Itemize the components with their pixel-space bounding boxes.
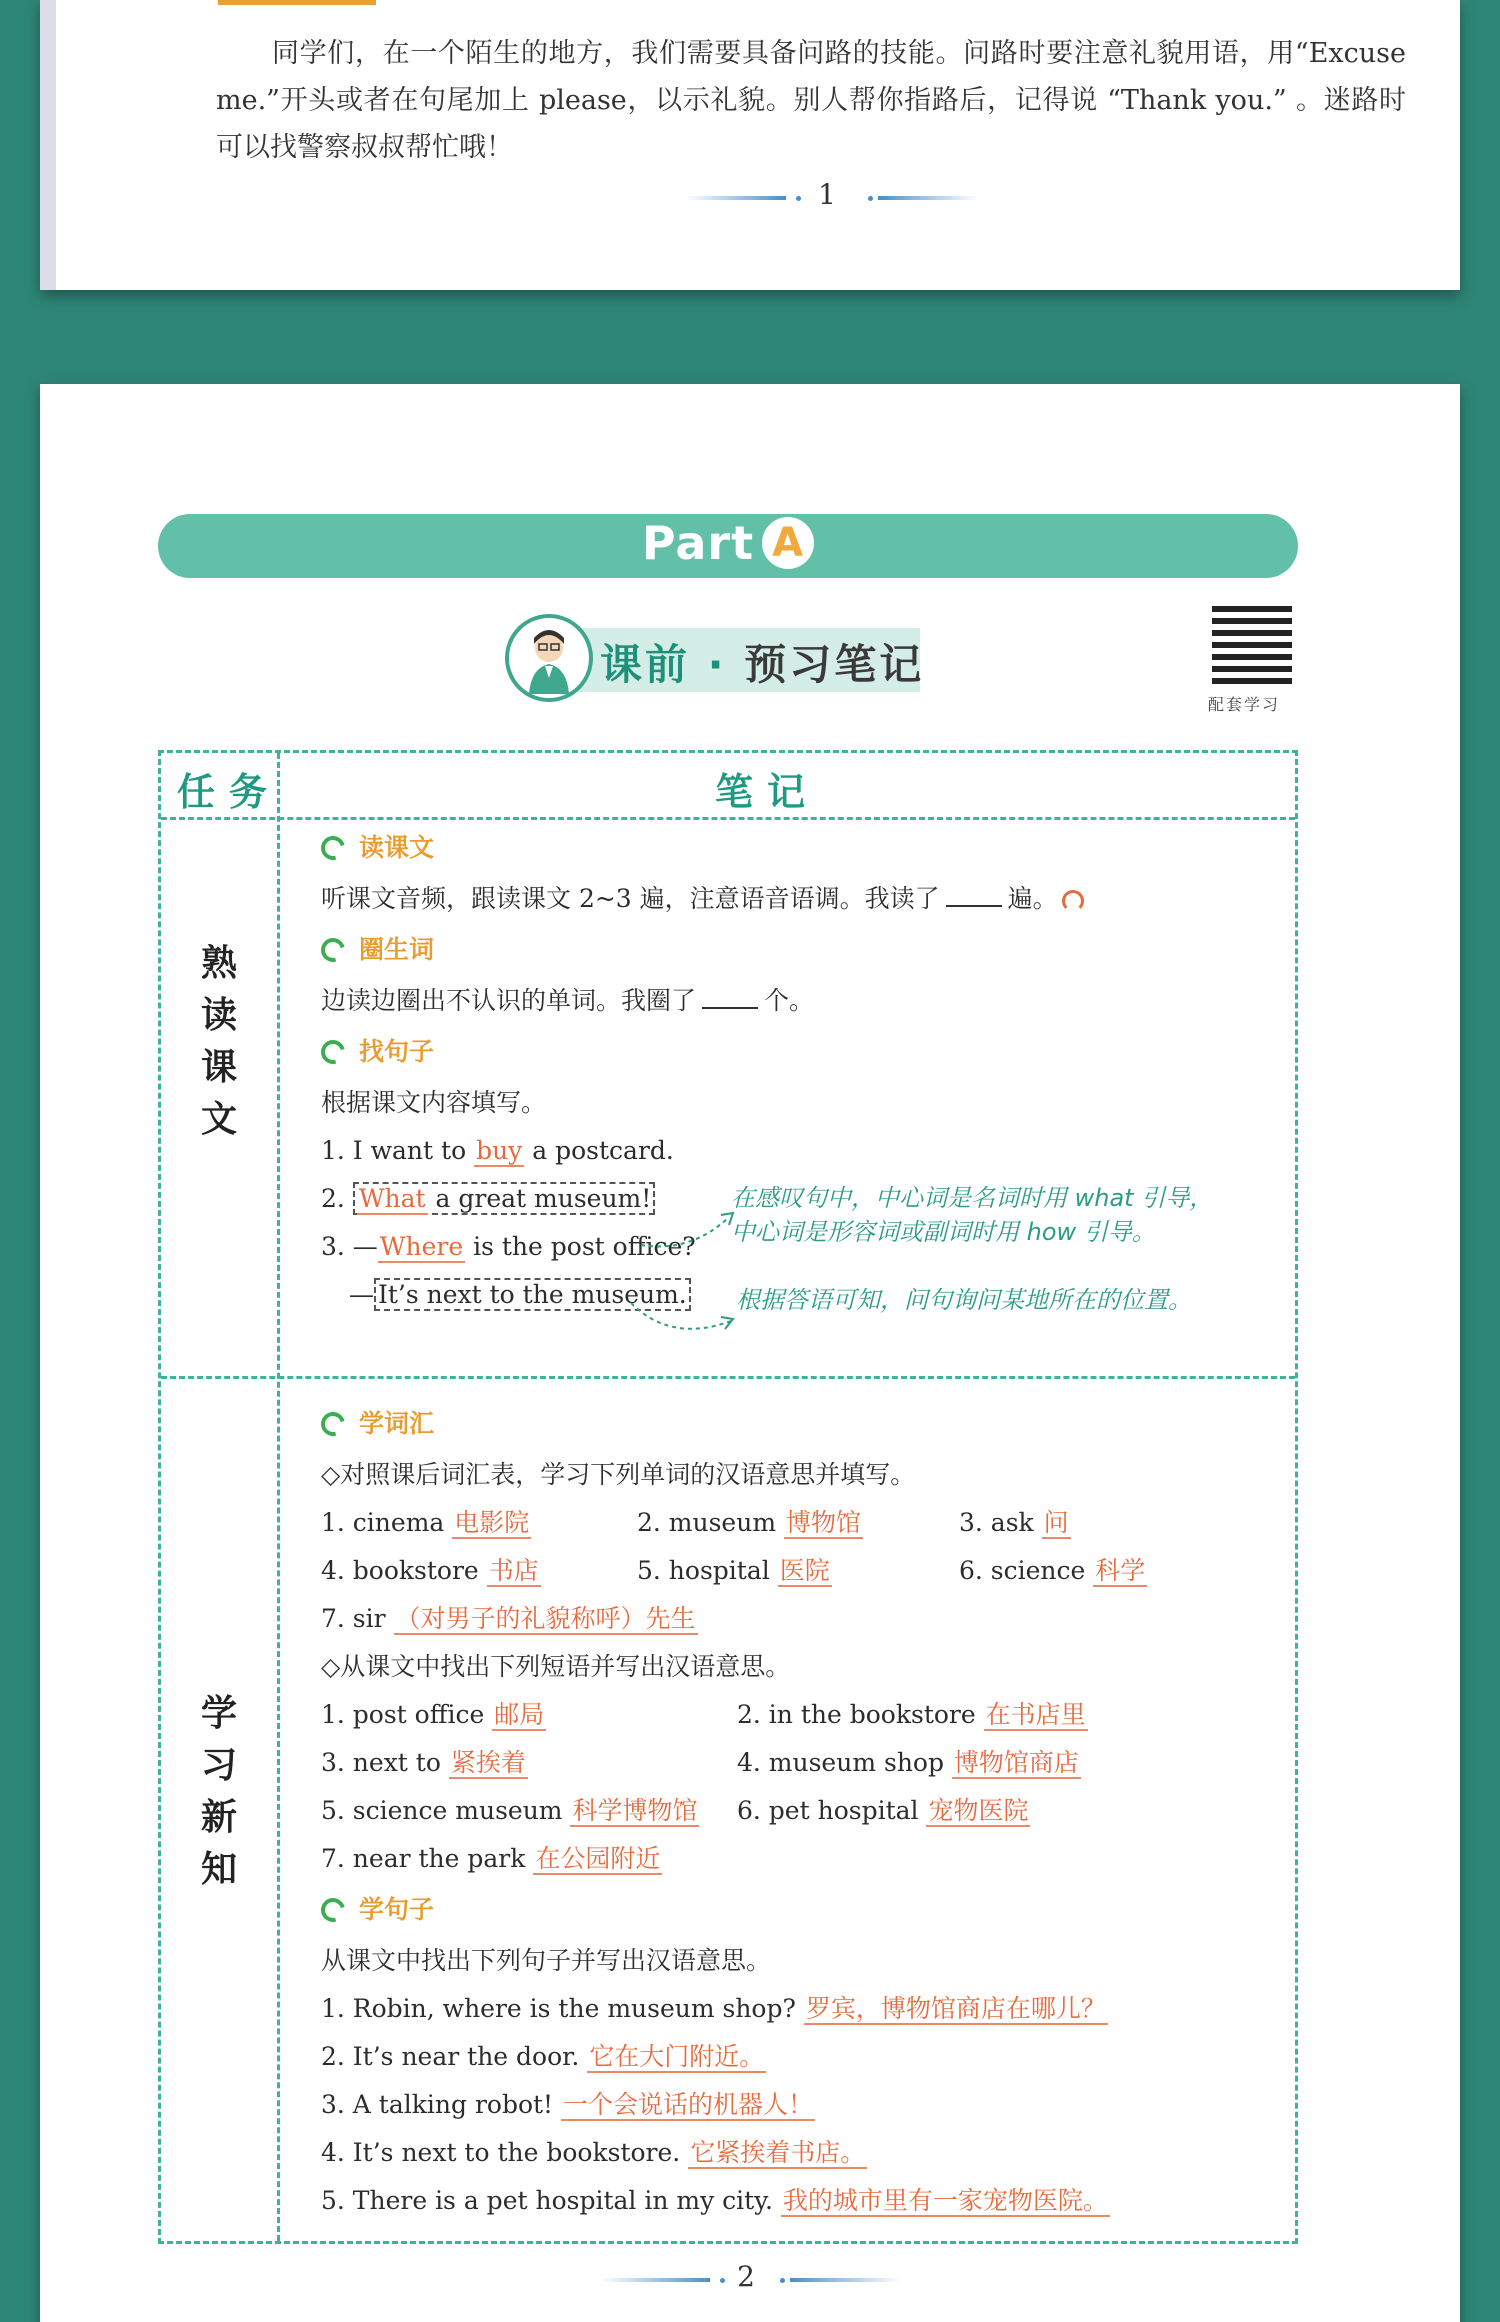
phrase: 3. next to [321,1748,449,1777]
find-sentences-instruction: 根据课文内容填写。 [321,1088,547,1117]
sentence-item [321,2129,1281,2177]
answer: 医院 [779,1556,830,1585]
row-label-char: 熟 [200,943,237,984]
sentence-text: 2. It’s near the door. [321,2042,588,2071]
answer: 科学博物馆 [572,1796,698,1825]
refresh-icon [317,832,350,865]
read-text-instruction [321,875,1281,923]
headphone-icon[interactable] [1062,890,1084,912]
phrase-item [737,1787,1030,1835]
phrase-instruction: ◇从课文中找出下列短语并写出汉语意思。 [321,1652,791,1681]
part-letter: A [772,519,805,566]
section-title: 学词汇 [359,1409,435,1438]
answer: Where [379,1232,464,1261]
row-label-char: 知 [200,1849,237,1890]
note-line: 在感叹句中，中心词是名词时用 what 引导， [731,1184,1214,1212]
page-number-line-left [600,2278,710,2282]
answer: 它紧挨着书店。 [690,2138,866,2167]
phrase: 1. post office [321,1700,493,1729]
section-title: 读课文 [359,833,435,862]
sentence-1 [321,1127,1281,1175]
sentence-text: 3. — [321,1232,378,1261]
page-number-dot [868,196,873,201]
section-learn-vocab [321,1397,1281,1451]
answer: 紧挨着 [450,1748,526,1777]
answer: （对男子的礼貌称呼）先生 [395,1604,696,1633]
word: 6. science [959,1556,1094,1585]
page-number-dot [796,196,801,201]
grammar-note-1 [731,1181,1213,1249]
part-banner [158,514,1298,578]
vocab-item [959,1499,1071,1547]
phrase-row [321,1691,1281,1739]
row-label-char: 课 [200,1047,237,1088]
refresh-icon [317,1894,350,1927]
table-row-divider [161,1376,1295,1379]
orange-bar [218,0,376,5]
sentence-text: 2. [321,1184,353,1213]
refresh-icon [317,1036,350,1069]
phrase: 5. science museum [321,1796,571,1825]
phrase-item [321,1787,737,1835]
row-label-char: 习 [200,1745,237,1786]
answer: 科学 [1095,1556,1146,1585]
vocab-item [959,1547,1147,1595]
sentence-text: is the post office? [465,1232,696,1261]
page-number-dot [780,2278,785,2283]
phrase-item-7 [321,1835,1281,1883]
word: 4. bookstore [321,1556,487,1585]
answer: 罗宾，博物馆商店在哪儿？ [805,1994,1106,2023]
sentence-text: a great museum! [427,1184,652,1213]
sentence-item [321,2033,1281,2081]
answer: 书店 [488,1556,539,1585]
qr-caption: 配套学习 [1208,695,1281,714]
section-title-part-1: 课前 [600,640,691,689]
section-find-sentences [321,1025,1281,1079]
note-arrow-icon [641,1203,741,1253]
row-label-learn-new-chars [189,1688,249,1896]
row-label-read-text [189,938,249,1146]
learn-new-notes [321,1397,1281,2225]
word: 1. cinema [321,1508,453,1537]
blank-field[interactable] [702,1007,758,1009]
vocab-instruction: ◇对照课后词汇表，学习下列单词的汉语意思并填写。 [321,1460,916,1489]
sentence-item [321,1985,1281,2033]
section-title-separator: · [707,640,727,689]
table-header-divider [161,817,1295,820]
answer: buy [476,1136,523,1165]
phrase: 2. in the bookstore [737,1700,984,1729]
note-arrow-icon [631,1283,741,1343]
section-title: 找句子 [359,1037,435,1066]
page-number-2: 2 [737,2260,755,2293]
sentence-text: a postcard. [524,1136,674,1165]
refresh-icon [317,934,350,967]
part-label: Part [641,516,755,570]
page-number-line-right [790,2278,900,2282]
page-number-line-right [878,196,978,200]
instruction-text: 边读边圈出不认识的单词。我圈了 [321,986,697,1015]
sentence-text: 4. It’s next to the bookstore. [321,2138,689,2167]
instruction-tail: 个。 [764,986,815,1015]
sentence-item [321,2177,1281,2225]
phrase-item [737,1739,1081,1787]
sentence-text: 1. I want to [321,1136,475,1165]
phrase: 4. museum shop [737,1748,952,1777]
boxed-phrase [353,1182,655,1215]
phrase-item [737,1691,1088,1739]
vocab-item-7 [321,1595,1281,1643]
word: 3. ask [959,1508,1042,1537]
page-1-card [40,0,1460,290]
sentence-3-reply: — It’s next to the museum. [321,1271,1281,1319]
row-label-char: 新 [200,1797,237,1838]
row-label-char: 学 [200,1693,237,1734]
phrase-item [321,1691,737,1739]
page-number-line-left [686,196,786,200]
page-1-text: 同学们，在一个陌生的地方，我们需要具备问路的技能。问路时要注意礼貌用语，用“Excuse me.”开头或者在句尾加上 please，以示礼貌。别人帮你指路后，记得说 “Thank you.” 。迷路时可以找警察叔叔帮忙哦！ [216,38,1406,163]
word: 2. museum [637,1508,784,1537]
row-label-char: 读 [200,995,237,1036]
phrase: 6. pet hospital [737,1796,927,1825]
section-heading [505,614,955,704]
boxed-phrase: It’s next to the museum. [374,1278,691,1311]
page-number-1: 1 [818,178,836,211]
answer: 在公园附近 [535,1844,661,1873]
section-title: 圈生词 [359,935,435,964]
phrase-row [321,1787,1281,1835]
notes-table [158,750,1298,2244]
row-label-char: 文 [200,1099,237,1140]
blank-field[interactable] [946,905,1002,907]
answer: 问 [1043,1508,1069,1537]
page-number-dot [720,2278,725,2283]
note-line: 中心词是形容词或副词时用 how 引导。 [731,1218,1156,1246]
instruction-tail: 遍。 [1007,884,1058,913]
page-2-card [40,384,1460,2322]
vocab-row [321,1499,1281,1547]
section-title-part-2: 预习笔记 [744,640,925,689]
word: 5. hospital [637,1556,778,1585]
answer: 宠物医院 [928,1796,1029,1825]
answer: 邮局 [494,1700,545,1729]
instruction-text: 听课文音频，跟读课文 2~3 遍，注意语音语调。我读了 [321,884,940,913]
answer: What [358,1184,426,1213]
refresh-icon [317,1408,350,1441]
teacher-avatar-icon [505,614,593,702]
section-read-text [321,821,1281,875]
vocab-item [637,1547,959,1595]
section-circle-words [321,923,1281,977]
sentences-instruction: 从课文中找出下列句子并写出汉语意思。 [321,1946,772,1975]
answer: 它在大门附近。 [589,2042,765,2071]
section-title: 学句子 [359,1895,435,1924]
grammar-note-2: 根据答语可知，问句询问某地所在的位置。 [736,1286,1192,1314]
answer: 博物馆 [786,1508,862,1537]
vocab-row [321,1547,1281,1595]
section-learn-sentences [321,1883,1281,1937]
word: 7. sir [321,1604,394,1633]
answer: 在书店里 [985,1700,1086,1729]
table-column-divider [277,753,280,2241]
answer: 电影院 [454,1508,530,1537]
part-letter-badge [762,517,814,569]
circle-words-instruction [321,977,1281,1025]
column-header-task: 任务 [177,770,282,814]
vocab-item [321,1547,637,1595]
phrase-item [321,1739,737,1787]
section-title [600,632,924,692]
answer: 一个会说话的机器人！ [563,2090,814,2119]
vocab-item [637,1499,959,1547]
column-header-notes: 笔记 [715,770,820,814]
sentence-text: 1. Robin, where is the museum shop? [321,1994,804,2023]
sentence-text: 5. There is a pet hospital in my city. [321,2186,781,2215]
sentence-item [321,2081,1281,2129]
qr-code-icon[interactable] [1212,604,1292,684]
sentence-text: 3. A talking robot! [321,2090,562,2119]
phrase: 7. near the park [321,1844,534,1873]
vocab-item [321,1499,637,1547]
phrase-row [321,1739,1281,1787]
answer: 博物馆商店 [953,1748,1079,1777]
part-title [158,516,1298,570]
answer: 我的城市里有一家宠物医院。 [782,2186,1108,2215]
